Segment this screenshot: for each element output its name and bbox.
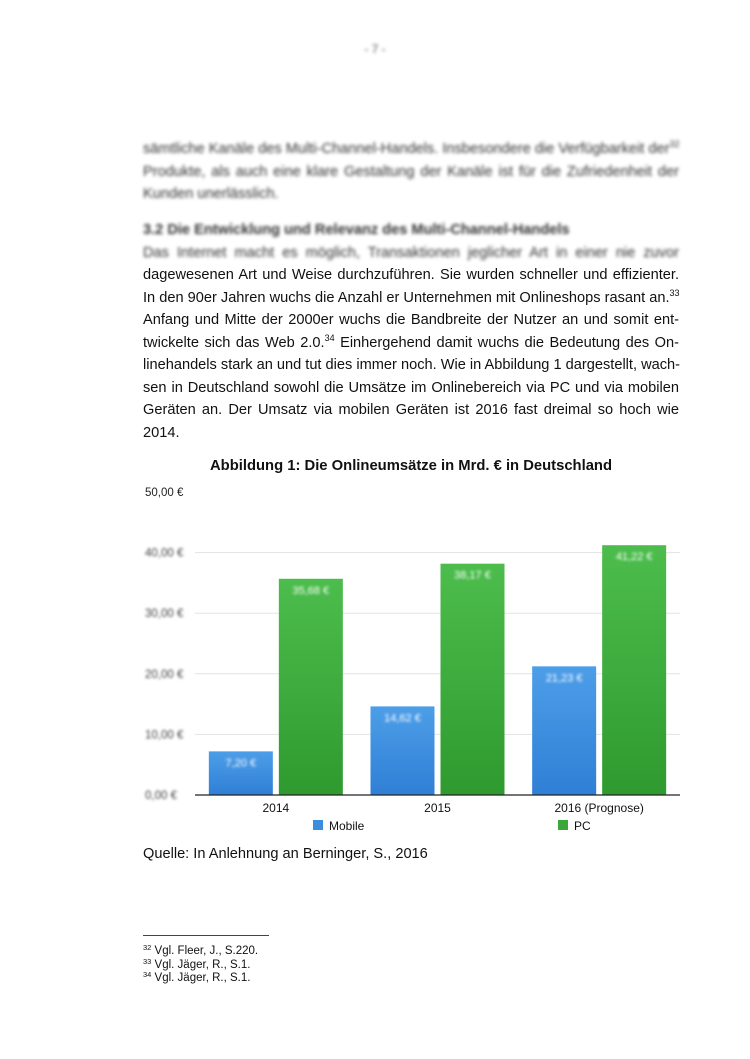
y-tick-label: 40,00 € <box>145 547 184 560</box>
bar-pc <box>279 579 343 795</box>
legend-swatch <box>313 820 323 830</box>
figure-title: Abbildung 1: Die Onlineumsätze in Mrd. € in Deutschland <box>209 458 613 474</box>
y-tick-label: 0,00 € <box>145 790 177 802</box>
text-line: linehandels stark an und tut dies immer noch. Wie in Abbildung 1 dargestellt, wach- <box>143 357 681 373</box>
legend-label: PC <box>574 819 591 833</box>
footnote: $^{32}$ Vgl. Fleer, J., S.220. <box>143 943 259 957</box>
bar-pc <box>441 564 505 795</box>
text-line: Kunden unerlässlich. <box>143 186 279 202</box>
bar-pc <box>602 545 666 795</box>
bar-mobile <box>532 666 596 795</box>
y-tick-label: 30,00 € <box>145 608 184 621</box>
x-tick-label: 2014 <box>262 801 290 815</box>
bar-data-label: 21,23 € <box>545 672 583 685</box>
legend-swatch <box>558 820 568 830</box>
footnote-divider <box>143 935 269 936</box>
y-tick-label: 10,00 € <box>145 729 184 742</box>
footnotes <box>143 945 258 986</box>
footnote: $^{33}$ Vgl. Jäger, R., S.1. <box>143 956 251 971</box>
footnote: $^{34}$ Vgl. Jäger, R., S.1. <box>143 970 251 984</box>
legend-label: Mobile <box>329 819 365 833</box>
y-tick-label: 20,00 € <box>145 668 184 681</box>
bar-data-label: 7,20 € <box>225 757 257 770</box>
text-line: dagewesenen Art und Weise durchzuführen. Sie wurden schneller und effizienter. <box>143 267 679 283</box>
bar-data-label: 14,62 € <box>384 712 421 725</box>
text-line: In den 90er Jahren wuchs die Anzahl er Unternehmen mit Onlineshops rasant an.$^{33}$ <box>143 287 680 306</box>
x-tick-label: 2016 (Prognose) <box>554 801 644 815</box>
bar-data-label: 38,17 € <box>454 569 491 582</box>
text-line: twickelte sich das Web 2.0.34 Einhergehend damit wuchs die Bedeutung des On- <box>143 332 679 351</box>
text-line: Das Internet macht es möglich, Transaktionen jeglicher Art in einer nie zuvor <box>143 245 679 261</box>
figure-source: Quelle: In Anlehnung an Berninger, S., 2016 <box>143 846 428 862</box>
bar-data-label: 35,68 € <box>292 584 330 597</box>
bar-data-label: 41,22 € <box>615 551 653 564</box>
text-line: Produkte, als auch eine klare Gestaltung der Kanäle ist für die Zufriedenheit der <box>143 163 679 180</box>
text-line: Anfang und Mitte der 2000er wuchs die Bandbreite der Nutzer an und somit ent- <box>143 312 679 328</box>
text-line: 2014. <box>143 424 180 441</box>
text-line: sen in Deutschland sowohl die Umsätze im Onlinebereich via PC und via mobilen <box>143 379 679 396</box>
section-heading: 3.2 Die Entwicklung und Relevanz des Multi-Channel-Handels <box>143 222 570 238</box>
text-line: sämtliche Kanäle des Multi-Channel-Handels. Insbesondere die Verfügbarkeit der$^{32}$ <box>143 139 680 157</box>
text-line: Geräten an. Der Umsatz via mobilen Geräten ist 2016 fast dreimal so hoch wie <box>143 402 679 418</box>
page-number: - 7 - <box>364 42 386 56</box>
y-tick-label: 50,00 € <box>145 487 184 499</box>
x-tick-label: 2015 <box>424 801 451 815</box>
